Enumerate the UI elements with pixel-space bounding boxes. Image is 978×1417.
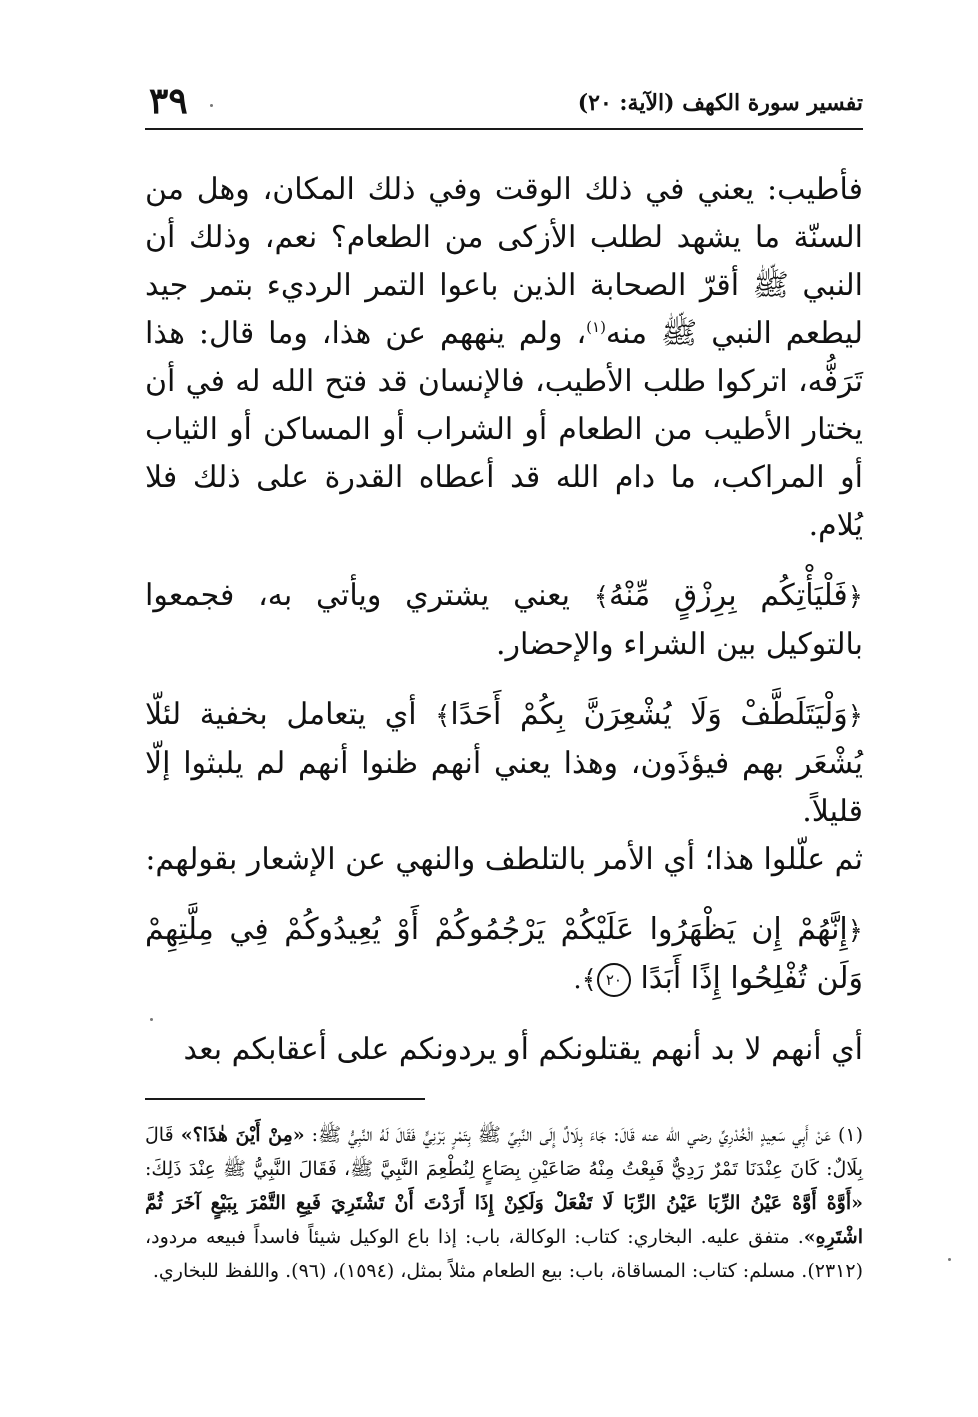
- quran-verse: فَلْيَأْتِكُم بِرِزْقٍ مِّنْهُ: [608, 578, 848, 613]
- quran-verse: وَلْيَتَلَطَّفْ وَلَا يُشْعِرَنَّ بِكُمْ أَحَدًا: [450, 697, 848, 732]
- verse-close-bracket: ﴾: [593, 582, 609, 612]
- scan-speck: [210, 104, 213, 107]
- running-title: تفسير سورة الكهف (الآية: ٢٠): [577, 90, 863, 116]
- page-header: [145, 78, 863, 130]
- quran-verse: إِنَّهُمْ إِن يَظْهَرُوا عَلَيْكُمْ يَرْجُمُوكُمْ أَوْ يُعِيدُوكُمْ فِي مِلَّتِهِمْ وَلَن تُفْلِحُوا إِذًا أَبَدًا: [145, 912, 863, 996]
- scan-speck: [948, 1258, 951, 1261]
- paragraph-1-text: فأطيب: يعني في ذلك الوقت وفي ذلك المكان، وهل من السنّة ما يشهد لطلب الأزكى من الطعام؟ نعم، وذلك أن النبي ﷺ أقرّ الصحابة الذين باعوا التمر الرديء بتمر جيد ليطعم النبي ﷺ منه: [145, 172, 863, 351]
- ayah-number-icon: ٢٠: [597, 963, 631, 997]
- hadith-quote: «مِنْ أَيْنَ هٰذَا؟»: [180, 1124, 305, 1146]
- footnote-1: [145, 1118, 863, 1288]
- scan-speck: [150, 1018, 153, 1021]
- main-text: [145, 166, 863, 1074]
- hadith-quote: «أَوَّهْ أَوَّهْ عَيْنُ الرِّبَا عَيْنُ الرِّبَا لَا تَفْعَلْ وَلَكِنْ إِذَا أَرَدْتَ أَنْ تَشْتَرِيَ فَبِعِ التَّمْرَ بِبَيْعٍ آخَرَ ثُمَّ اشْتَرِهِ»: [145, 1192, 863, 1248]
- footnote-divider: [145, 1098, 425, 1100]
- verse-open-bracket: ﴿: [847, 916, 863, 946]
- footnotes: [145, 1118, 863, 1288]
- paragraph-3-text: أي يتعامل بخفية لئلّا يُشْعَر بهم فيؤذَون، وهذا يعني أنهم ظنوا أنهم لم يلبثوا إلّا قليلاً.: [145, 697, 863, 829]
- paragraph-4-text: ثم علّلوا هذا؛ أي الأمر بالتلطف والنهي عن الإشعار بقولهم:: [145, 842, 863, 877]
- footnote-1-text: (١) عَنْ أَبِي سَعِيدٍ الْخُدْرِيِّ رضي الله عنه قَالَ: جَاءَ بِلَالٌ إِلَى النَّبِيِّ ﷺ بِتَمْرٍ بَرْنِيٍّ فَقَالَ لَهُ النَّبِيُّ ﷺ:: [304, 1124, 864, 1146]
- paragraph-5: [145, 906, 863, 1004]
- paragraph-3: [145, 691, 863, 884]
- verse-close-bracket: ﴾.: [573, 965, 597, 995]
- footnote-1-text-3: . متفق عليه. البخاري: كتاب: الوكالة، باب: إذا باع الوكيل شيئاً فاسداً فبيعه مردود، (٢٣١٢). مسلم: كتاب: المساقاة، باب: بيع الطعام مثلاً بمثل، (١٥٩٤)، (٩٦). واللفظ للبخاري.: [145, 1226, 863, 1282]
- paragraph-1-continued: ، ولم ينههم عن هذا، وما قال: هذا تَرَفُّه، اتركوا طلب الأطيب، فالإنسان قد فتح الله له في أن يختار الأطيب من الطعام أو الشراب أو المساكن أو الثياب أو المراكب، ما دام الله قد أعطاه القدرة على ذلك فلا يُلام.: [145, 316, 863, 543]
- verse-close-bracket: ﴾: [435, 701, 451, 731]
- book-page: [145, 78, 863, 1378]
- paragraph-1: [145, 166, 863, 550]
- paragraph-6-text: أي أنهم لا بد أنهم يقتلونكم أو يردونكم على أعقابكم بعد: [183, 1032, 863, 1067]
- page-number: ٣٩: [149, 80, 188, 122]
- paragraph-6: [145, 1026, 863, 1074]
- verse-open-bracket: ﴿: [847, 701, 863, 731]
- footnote-1-text-2: قَالَ بِلَالٌ: كَانَ عِنْدَنَا تَمْرٌ رَدِيٌّ فَبِعْتُ مِنْهُ صَاعَيْنِ بِصَاعٍ لِنُطْعِمَ النَّبِيَّ ﷺ، فَقَالَ النَّبِيُّ ﷺ عِنْدَ ذَلِكَ:: [145, 1124, 863, 1180]
- footnote-ref: (١): [586, 318, 606, 336]
- paragraph-2: [145, 572, 863, 669]
- verse-open-bracket: ﴿: [847, 582, 863, 612]
- paragraph-2-text: يعني يشتري ويأتي به، فجمعوا بالتوكيل بين الشراء والإحضار.: [145, 578, 863, 662]
